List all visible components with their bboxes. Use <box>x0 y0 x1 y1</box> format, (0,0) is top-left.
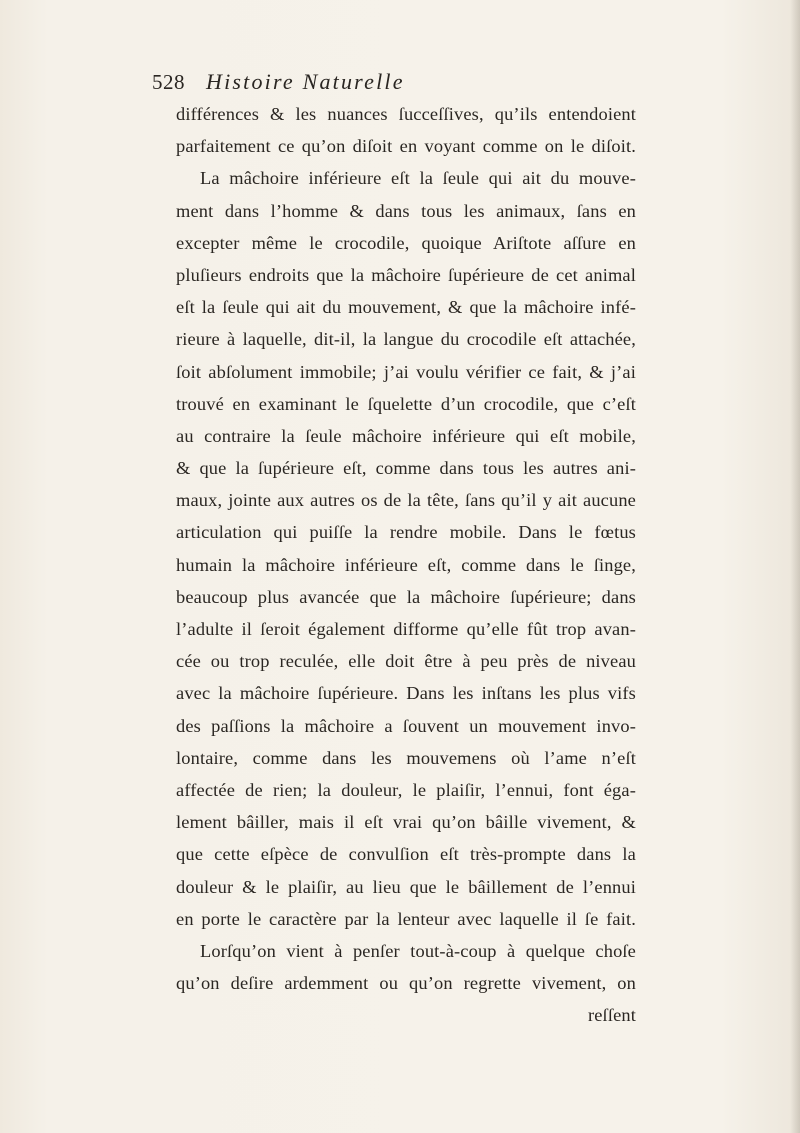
text-line: en porte le caractère par la lenteur avec laquelle il ſe fait. <box>176 908 636 929</box>
text-line: ſoit abſolument immobile; j’ai voulu vérifier ce fait, & j’ai <box>176 361 636 382</box>
text-line: maux, jointe aux autres os de la tête, ſans qu’il y ait aucune <box>176 490 636 511</box>
body-text <box>176 98 636 1031</box>
text-line: rieure à laquelle, dit-il, la langue du crocodile eſt attachée, <box>176 329 636 350</box>
text-line: humain la mâchoire inférieure eſt, comme dans le ſinge, <box>176 554 636 575</box>
text-line: eſt la ſeule qui ait du mouvement, & que la mâchoire infé- <box>176 297 636 318</box>
text-line: lement bâiller, mais il eſt vrai qu’on bâille vivement, & <box>176 812 636 833</box>
text-line: trouvé en examinant le ſquelette d’un crocodile, que c’eſt <box>176 393 636 414</box>
text-line: au contraire la ſeule mâchoire inférieure qui eſt mobile, <box>176 425 636 446</box>
text-line: que cette eſpèce de convulſion eſt très-prompte dans la <box>176 844 636 865</box>
catchword: reſſent <box>587 1005 636 1026</box>
text-line: douleur & le plaiſir, au lieu que le bâillement de l’ennui <box>176 876 636 897</box>
paragraph-start-line: La mâchoire inférieure eſt la ſeule qui ait du mouve- <box>200 168 636 189</box>
text-line: & que la ſupérieure eſt, comme dans tous les autres ani- <box>176 458 636 479</box>
text-line: articulation qui puiſſe la rendre mobile. Dans le fœtus <box>176 522 636 543</box>
text-line: parfaitement ce qu’on diſoit en voyant comme on le diſoit. <box>176 136 636 157</box>
text-line: différences & les nuances ſucceſſives, qu’ils entendoient <box>176 104 636 124</box>
text-line: excepter même le crocodile, quoique Ariſtote aſſure en <box>176 232 636 253</box>
text-line: beaucoup plus avancée que la mâchoire ſupérieure; dans <box>176 586 636 607</box>
page-header <box>152 70 652 100</box>
paragraph-start-line: Lorſqu’on vient à penſer tout-à-coup à quelque choſe <box>200 940 636 961</box>
page-edge-shadow <box>790 0 800 1133</box>
text-line: avec la mâchoire ſupérieure. Dans les inſtans les plus vifs <box>176 683 636 704</box>
text-line: pluſieurs endroits que la mâchoire ſupérieure de cet animal <box>176 264 636 285</box>
text-line: des paſſions la mâchoire a ſouvent un mouvement invo- <box>176 715 636 736</box>
running-title: Histoire Naturelle <box>206 69 405 94</box>
text-line: ment dans l’homme & dans tous les animaux, ſans en <box>176 200 636 221</box>
text-line: l’adulte il ſeroit également difforme qu’elle fût trop avan- <box>176 619 636 639</box>
page-number: 528 <box>152 70 185 94</box>
text-line: cée ou trop reculée, elle doit être à peu près de niveau <box>176 651 636 672</box>
text-line: qu’on deſire ardemment ou qu’on regrette vivement, on <box>176 973 636 994</box>
text-line: affectée de rien; la douleur, le plaiſir, l’ennui, font éga- <box>176 779 636 800</box>
text-line: lontaire, comme dans les mouvemens où l’ame n’eſt <box>176 747 636 768</box>
